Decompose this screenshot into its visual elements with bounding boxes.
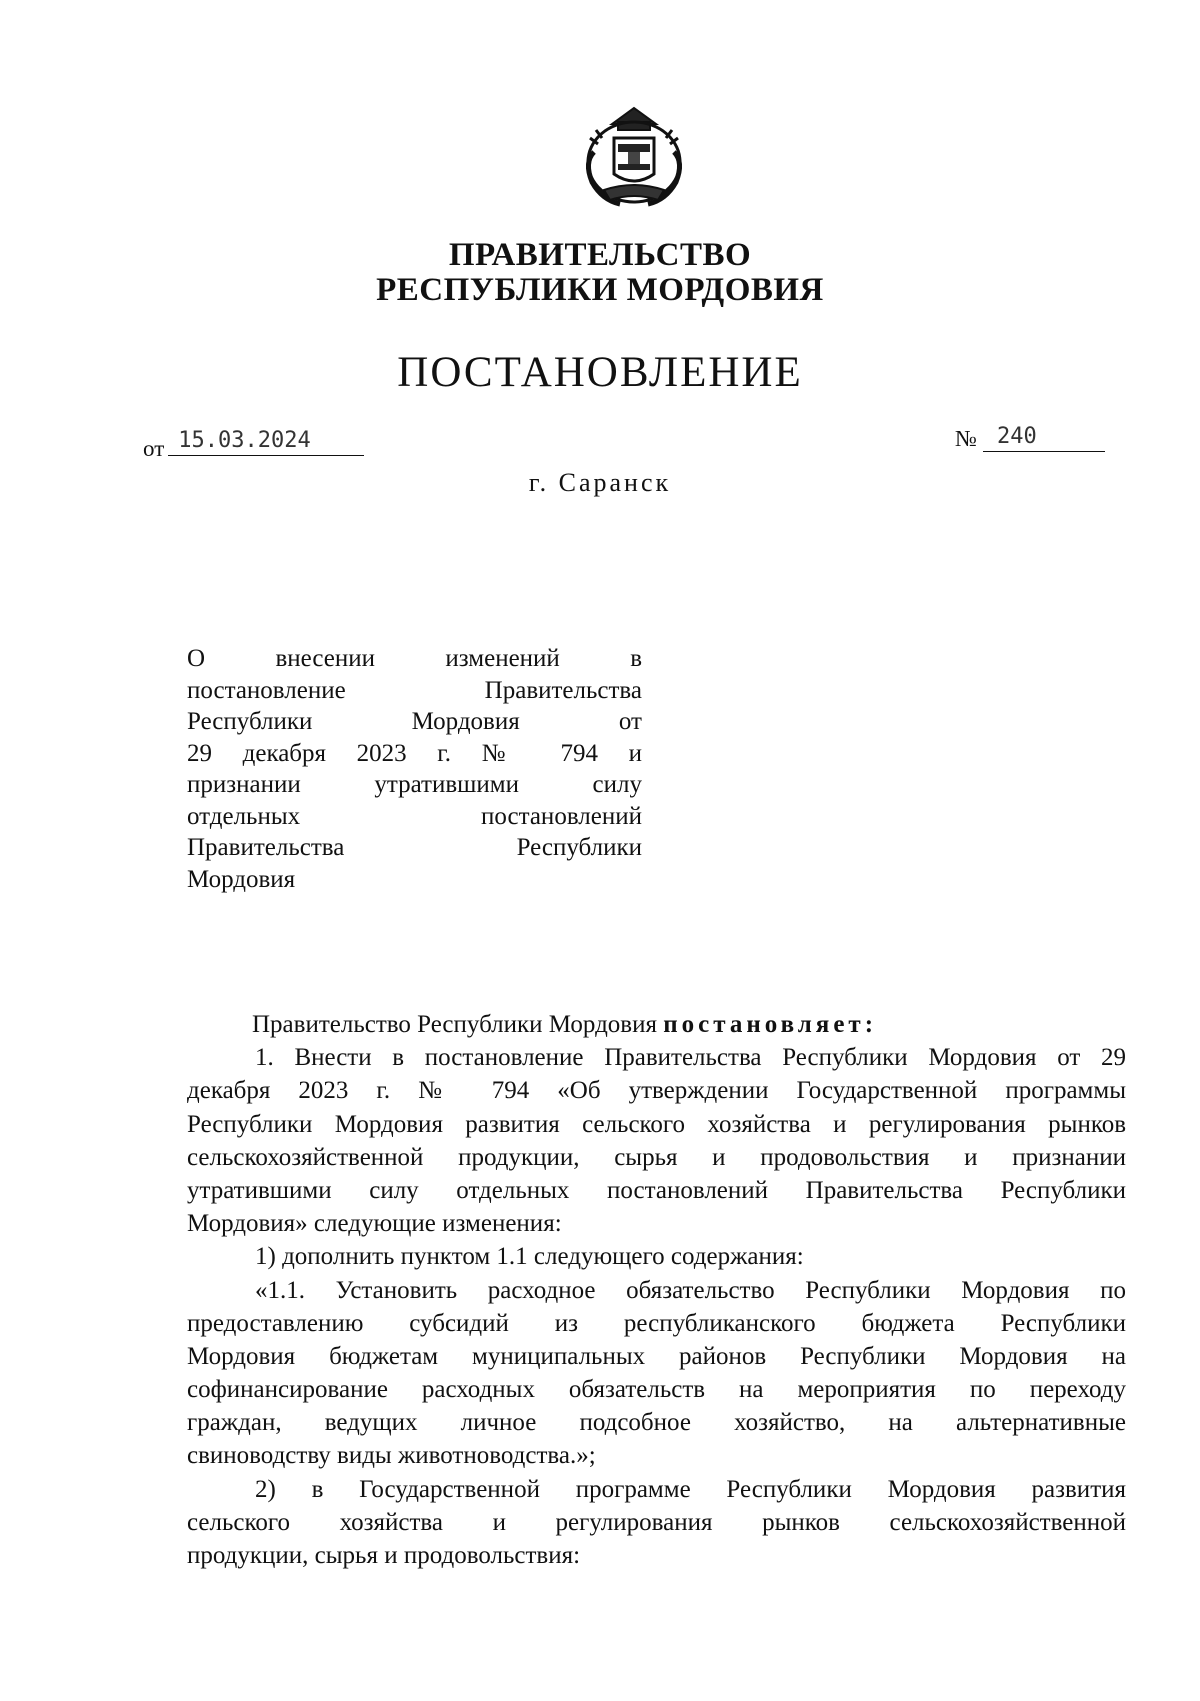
date-field: [143, 425, 364, 462]
number-underline: [983, 421, 1105, 452]
paragraph-3-line: граждан, ведущих личное подсобное хозяйство, на альтернативные: [187, 1409, 1126, 1437]
paragraph-3-line: предоставлению субсидий из республиканского бюджета Республики: [187, 1309, 1126, 1337]
paragraph-4-line: сельского хозяйства и регулирования рынков сельскохозяйственной: [187, 1508, 1126, 1536]
intro-text: Правительство Республики Мордовия: [252, 1011, 664, 1038]
number-value: 240: [996, 424, 1037, 449]
number-field: [955, 421, 1105, 452]
paragraph-3-line: Мордовия бюджетам муниципальных районов Республики Мордовия на: [187, 1342, 1126, 1370]
subject-line: Правительства Республики: [187, 834, 642, 861]
subject-line: 29 декабря 2023 г. № 794 и: [187, 739, 642, 767]
intro-line: [187, 1008, 1126, 1041]
paragraph-4-line: 2) в Государственной программе Республики Мордовия развития: [255, 1475, 1126, 1503]
subject-line: признании утратившими силу: [187, 771, 642, 798]
subject-line: Мордовия: [187, 865, 296, 893]
document-subject: [187, 643, 642, 895]
paragraph-1-line: 1. Внести в постановление Правительства Республики Мордовия от 29: [255, 1044, 1126, 1072]
decree-word: постановляет:: [663, 1011, 878, 1038]
paragraph-1-line: Мордовия» следующие изменения:: [187, 1210, 562, 1238]
subject-line: постановление Правительства: [187, 676, 642, 704]
document-body: [187, 1008, 1126, 1572]
number-prefix: №: [955, 426, 977, 451]
subject-line: Республики Мордовия от: [187, 708, 642, 735]
government-title-line2: РЕСПУБЛИКИ МОРДОВИЯ: [376, 272, 824, 308]
date-underline: [168, 425, 364, 456]
paragraph-2-line: 1) дополнить пунктом 1.1 следующего содержания:: [255, 1243, 804, 1271]
document-type-heading: ПОСТАНОВЛЕНИЕ: [397, 349, 803, 396]
paragraph-1-line: декабря 2023 г. № 794 «Об утверждении Государственной программы: [187, 1077, 1126, 1105]
paragraph-1-line: Республики Мордовия развития сельского хозяйства и регулирования рынков: [187, 1110, 1126, 1138]
subject-line: отдельных постановлений: [187, 802, 642, 830]
date-prefix: от: [143, 436, 165, 461]
government-title-line1: ПРАВИТЕЛЬСТВО: [448, 237, 752, 273]
paragraph-3-line: софинансирование расходных обязательств на мероприятия по переходу: [187, 1376, 1126, 1404]
paragraph-4-line: продукции, сырья и продовольствия:: [187, 1542, 581, 1569]
date-value: 15.03.2024: [178, 428, 311, 453]
subject-line: О внесении изменений в: [187, 645, 642, 672]
city-line: г. Саранск: [528, 468, 672, 497]
paragraph-1-line: утратившими силу отдельных постановлений Правительства Республики: [187, 1176, 1126, 1204]
paragraph-3-line: свиноводству виды животноводства.»;: [187, 1442, 596, 1470]
paragraph-3-line: «1.1. Установить расходное обязательство Республики Мордовия по: [255, 1276, 1126, 1304]
paragraph-1-line: сельскохозяйственной продукции, сырья и продовольствия и признании: [187, 1143, 1126, 1171]
coat-of-arms-emblem: [578, 92, 690, 212]
